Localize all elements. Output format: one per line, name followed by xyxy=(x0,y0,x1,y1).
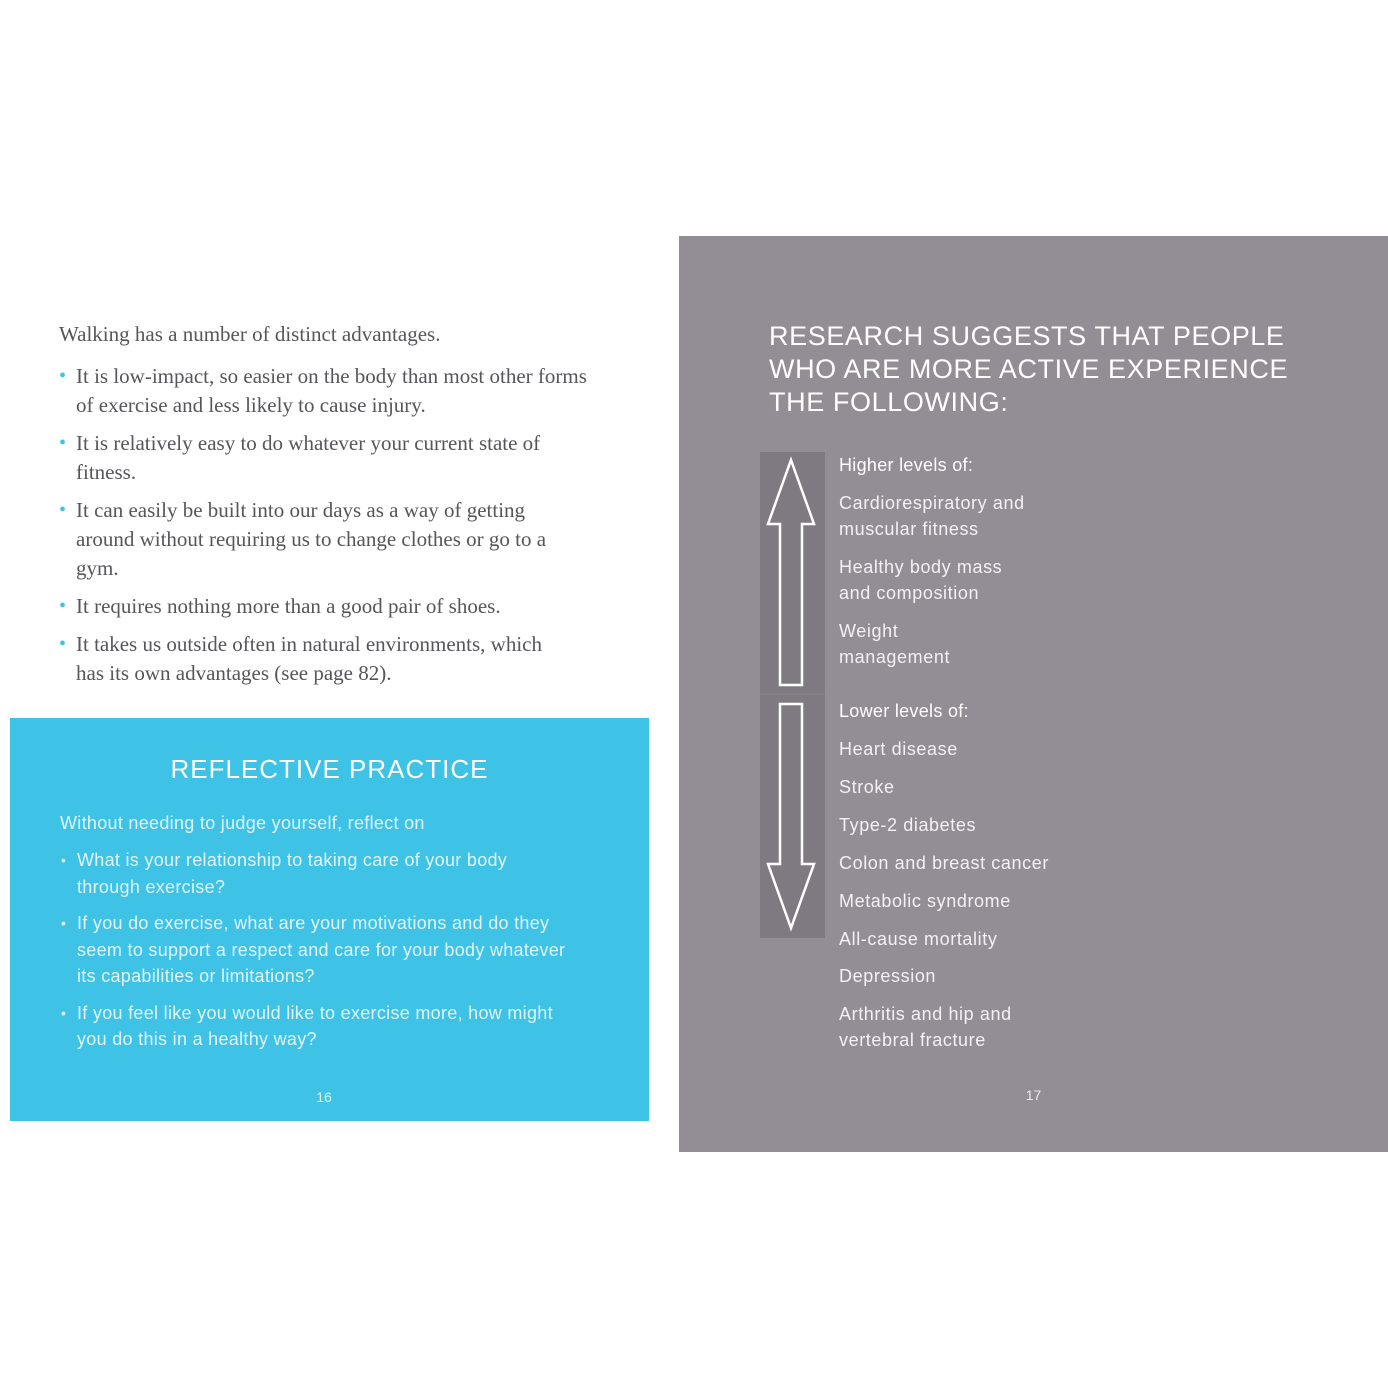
reflective-practice-title: REFLECTIVE PRACTICE xyxy=(170,754,489,784)
lower-item: Metabolic syndrome xyxy=(839,891,1011,911)
advantage-text: It is relatively easy to do whatever your current state of fitness. xyxy=(76,431,541,484)
lower-item: Arthritis and hip and vertebral fracture xyxy=(839,1004,1012,1050)
list-item xyxy=(60,910,587,990)
research-heading: RESEARCH SUGGESTS THAT PEOPLE WHO ARE MORE ACTIVE EXPERIENCE THE FOLLOWING: xyxy=(769,321,1289,417)
bullet-icon: • xyxy=(59,633,67,655)
lower-item: Stroke xyxy=(839,777,895,797)
reflective-practice-box xyxy=(10,718,649,1121)
advantage-text: It takes us outside often in natural environments, which has its own advantages (see page 82). xyxy=(76,632,542,685)
advantage-text: It requires nothing more than a good pair of shoes. xyxy=(76,594,501,618)
lower-levels-label: Lower levels of: xyxy=(839,701,969,721)
page-number: 17 xyxy=(1025,1087,1042,1103)
advantages-list xyxy=(59,362,619,697)
higher-item: Weight management xyxy=(839,621,951,667)
list-item xyxy=(60,847,562,900)
higher-levels-label: Higher levels of: xyxy=(839,455,974,475)
bullet-icon: • xyxy=(61,915,67,931)
question-text: If you feel like you would like to exercise more, how might you do this in a healthy way? xyxy=(77,1002,553,1049)
lower-item: All-cause mortality xyxy=(839,929,998,949)
research-page xyxy=(679,236,1388,1152)
question-text: If you do exercise, what are your motivations and do they seem to support a respect and care for your body whatever its capabilities or limitations? xyxy=(77,913,566,986)
higher-item: Cardiorespiratory and muscular fitness xyxy=(839,493,1025,539)
arrow-up-icon xyxy=(768,460,814,685)
arrows-graphic xyxy=(760,452,825,938)
bullet-icon: • xyxy=(59,595,67,617)
bullet-icon: • xyxy=(59,432,67,454)
reflective-questions-list xyxy=(60,847,590,1063)
lower-item: Type-2 diabetes xyxy=(839,815,977,835)
arrow-column xyxy=(760,452,825,938)
bullet-icon: • xyxy=(61,1004,67,1021)
advantage-text: It is low-impact, so easier on the body than most other forms of exercise and less likely to cause injury. xyxy=(76,364,587,417)
intro-text: Walking has a number of distinct advantages. xyxy=(59,322,441,346)
bullet-icon: • xyxy=(59,365,67,387)
list-item xyxy=(59,630,556,688)
advantage-text: It can easily be built into our days as a way of getting around without requiring us to change clothes or go to a gym. xyxy=(76,498,547,580)
bullet-icon: • xyxy=(61,852,67,868)
reflective-practice-intro: Without needing to judge yourself, reflect on xyxy=(60,813,425,833)
higher-item: Healthy body mass and composition xyxy=(839,557,1003,603)
bullet-icon: • xyxy=(59,499,67,521)
list-item xyxy=(59,592,596,621)
question-text: What is your relationship to taking care of your body through exercise? xyxy=(77,850,508,897)
list-item xyxy=(59,429,566,487)
lower-item: Heart disease xyxy=(839,739,958,759)
lower-item: Depression xyxy=(839,966,937,986)
list-item xyxy=(59,496,576,583)
list-item xyxy=(59,362,596,420)
page-number: 16 xyxy=(316,1089,332,1105)
arrow-down-icon xyxy=(768,704,814,928)
list-item xyxy=(60,1000,567,1053)
lower-item: Colon and breast cancer xyxy=(839,853,1049,873)
